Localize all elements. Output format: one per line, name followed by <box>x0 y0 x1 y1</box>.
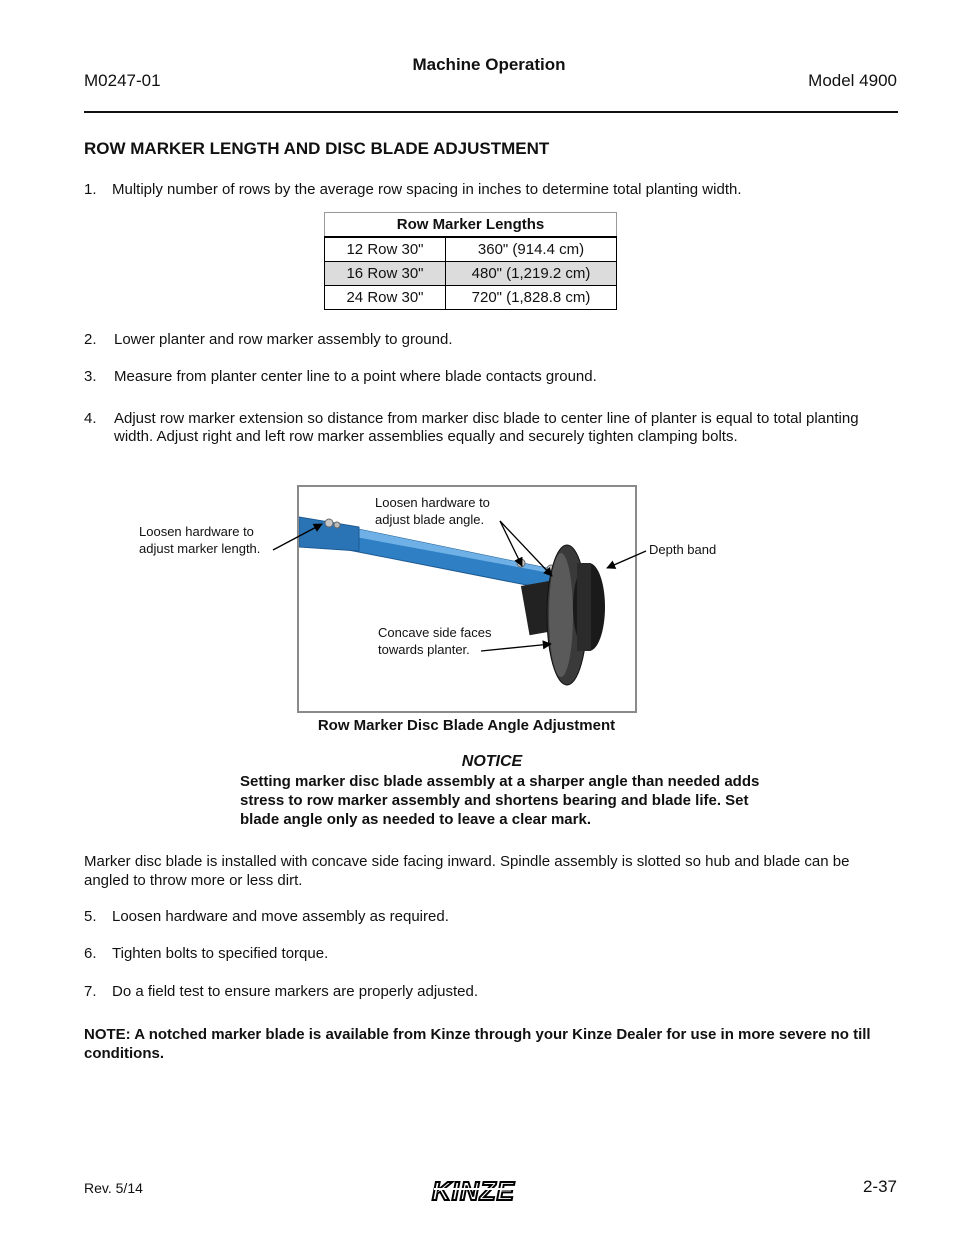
table-cell: 360" (914.4 cm) <box>446 237 617 262</box>
figure-caption: Row Marker Disc Blade Angle Adjustment <box>317 717 616 734</box>
step-text: Adjust row marker extension so distance from marker disc blade to center line of planter is equal to total planting width. Adjust right and left row marker assemblies equally and securely tighten clamping bolts. <box>114 410 859 445</box>
step-number: 2. <box>84 331 97 348</box>
step-number: 6. <box>84 945 97 962</box>
step-text: Multiply number of rows by the average row spacing in inches to determine total planting width. <box>112 181 742 198</box>
callout-marker-length: Loosen hardware to adjust marker length. <box>139 524 261 556</box>
model-label: Model 4900 <box>808 71 897 90</box>
table-cell: 480" (1,219.2 cm) <box>446 262 617 286</box>
step-number: 1. <box>84 181 97 198</box>
revision-label: Rev. 5/14 <box>84 1180 143 1196</box>
step-number: 5. <box>84 908 97 925</box>
notice-body: Setting marker disc blade assembly at a sharper angle than needed adds stress to row marker assembly and shortens bearing and blade life. Set blade angle only as needed to leave a clear mark. <box>240 773 760 828</box>
table-cell: 16 Row 30" <box>325 262 446 286</box>
callout-depth-band: Depth band <box>649 542 717 557</box>
leader-blade-angle-1 <box>500 521 522 566</box>
leader-blade-angle-2 <box>500 521 552 576</box>
step-text: Lower planter and row marker assembly to ground. <box>114 331 453 348</box>
notice-title: NOTICE <box>461 753 523 770</box>
step-text: Measure from planter center line to a point where blade contacts ground. <box>114 368 597 385</box>
svg-text:KINZE: KINZE <box>432 1176 515 1206</box>
kinze-logo-icon <box>430 1176 550 1206</box>
callout-blade-angle: Loosen hardware to adjust blade angle. <box>375 495 490 527</box>
step-number: 4. <box>84 410 97 427</box>
step-text: Do a field test to ensure markers are properly adjusted. <box>112 983 479 1000</box>
page-title: ROW MARKER LENGTH AND DISC BLADE ADJUSTMENT <box>84 139 550 158</box>
note-text: NOTE: A notched marker blade is available from Kinze through your Kinze Dealer for use in more severe no till conditions. <box>84 1026 871 1062</box>
step-number: 3. <box>84 368 97 385</box>
table-title: Row Marker Lengths <box>325 213 617 238</box>
doc-number: M0247-01 <box>84 71 161 90</box>
kinze-logo <box>430 1176 550 1211</box>
leader-marker-length <box>273 524 322 550</box>
body-paragraph: Marker disc blade is installed with concave side facing inward. Spindle assembly is slotted so hub and blade can be angled to throw more or less dirt. <box>84 853 850 889</box>
step-number: 7. <box>84 983 97 1000</box>
leader-depth-band <box>607 551 646 568</box>
step-text: Loosen hardware and move assembly as required. <box>112 908 449 925</box>
table-cell: 24 Row 30" <box>325 286 446 310</box>
page-number: 2-37 <box>862 1177 897 1196</box>
table-cell: 720" (1,828.8 cm) <box>446 286 617 310</box>
step-text: Tighten bolts to specified torque. <box>112 945 329 962</box>
table-cell: 12 Row 30" <box>325 237 446 262</box>
leader-concave <box>481 644 551 651</box>
section-heading: Machine Operation <box>412 55 566 74</box>
callout-concave: Concave side faces towards planter. <box>378 625 492 657</box>
